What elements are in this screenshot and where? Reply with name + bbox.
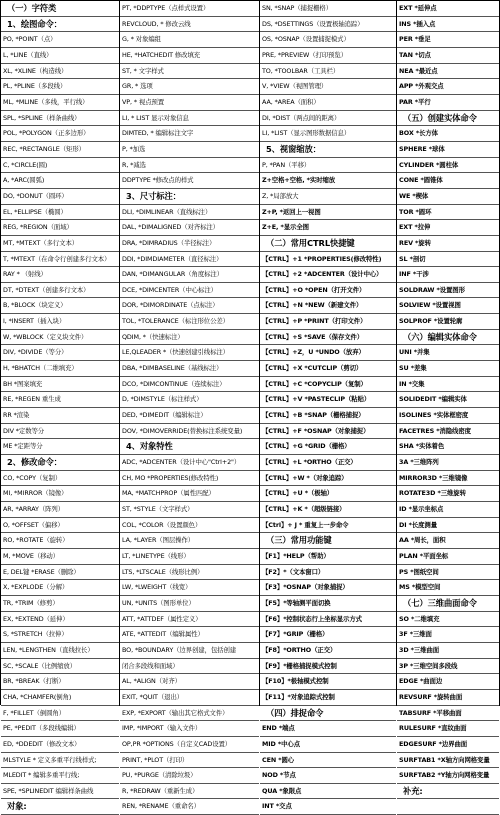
table-cell: R, *减选: [120, 158, 259, 174]
table-cell: DIV *定数等分: [1, 424, 119, 440]
table-cell: IN *交集: [397, 377, 499, 393]
table-cell: F, *FILLET（倒圆角）: [1, 706, 119, 722]
table-cell: LTS, *LTSCALE（线形比例）: [120, 565, 259, 581]
section-heading: 2、修改命令：: [1, 455, 119, 471]
table-cell: 【F8】*ORTHO（正交）: [260, 643, 396, 659]
table-cell: SC, *SCALE（比例缩放）: [1, 659, 119, 675]
section-heading: （二）常用CTRL快捷键: [260, 236, 396, 252]
table-cell: FACETRES *消隐线密度: [397, 424, 499, 440]
table-column-1: [1, 1, 120, 812]
table-cell: PLAN *平面坐标: [397, 549, 499, 565]
table-cell: 【CTRL】+P *PRINT（打印文件）: [260, 314, 396, 330]
table-cell: PRINT, *PLOT（打印）: [120, 753, 259, 769]
table-cell: INT *交点: [260, 799, 396, 815]
section-heading: （七）三维曲面命令: [397, 596, 499, 612]
table-cell: X, *EXPLODE（分解）: [1, 580, 119, 596]
table-cell: OS, *OSNAP（设置捕捉模式）: [260, 32, 396, 48]
table-cell: DIMTED, * 编辑标注文字: [120, 126, 259, 142]
table-cell: C, *CIRCLE(圆): [1, 158, 119, 174]
table-cell: 【F11】*对象追踪式控制: [260, 690, 396, 706]
table-cell: 【F5】*等轴测平面切换: [260, 596, 396, 612]
table-cell: TAN *切点: [397, 48, 499, 64]
table-column-3: [260, 1, 397, 811]
table-cell: M, *MOVE（移动）: [1, 549, 119, 565]
table-cell: EXT *延伸点: [397, 1, 499, 17]
table-cell: ST, * 文字样式: [120, 64, 259, 80]
table-cell: ED, *DDEDIT（修改文本）: [1, 737, 119, 753]
table-cell: 3A *三维阵列: [397, 455, 499, 471]
table-cell: DAL, *DIMALIGNED（对齐标注）: [120, 220, 259, 236]
table-cell: 【CTRL】+C *COPYCLIP（复制）: [260, 377, 396, 393]
table-cell: ME *定距等分: [1, 439, 119, 455]
table-cell: WE *楔体: [397, 189, 499, 205]
table-cell: 【F10】*极轴模式控制: [260, 674, 396, 690]
table-cell: NEA *最近点: [397, 64, 499, 80]
table-cell: 【CTRL】+2 *ADCENTER（设计中心）: [260, 267, 396, 283]
table-cell: CH, MO *PROPERTIES(修改特性): [120, 471, 259, 487]
table-cell: 【CTRL】+V *PASTECLIP（粘贴）: [260, 392, 396, 408]
section-heading: 5、视窗缩放：: [260, 142, 396, 158]
table-cell: SPL, *SPLINE（样条曲线）: [1, 111, 119, 127]
table-cell: 【CTRL】+F *OSNAP（对象捕捉）: [260, 424, 396, 440]
table-cell: I, *INSERT（插入块）: [1, 314, 119, 330]
table-cell: W, *WBLOCK（定义块文件）: [1, 330, 119, 346]
table-cell: P, *PAN（平移）: [260, 158, 396, 174]
table-cell: DLI, *DIMLINEAR（直线标注）: [120, 205, 259, 221]
section-heading: （六）编辑实体命令: [397, 330, 499, 346]
table-cell: REVCLOUD, * 修改云线: [120, 17, 259, 33]
table-cell: SL *剖切: [397, 252, 499, 268]
table-cell: O, *OFFSET（偏移）: [1, 518, 119, 534]
table-cell: Z+空格+空格, *实时缩放: [260, 173, 396, 189]
table-cell: Z+E, *显示全图: [260, 220, 396, 236]
table-cell: DS, *DSETTINGS（设置极轴追踪）: [260, 17, 396, 33]
table-cell: LT, *LINETYPE（线形）: [120, 549, 259, 565]
table-cell: REC, *RECTANGLE（矩形）: [1, 142, 119, 158]
table-cell: SHA *实体着色: [397, 439, 499, 455]
table-cell: DT, *DTEXT（创建多行文本）: [1, 283, 119, 299]
table-cell: REV *旋转: [397, 236, 499, 252]
table-cell: PU, *PURGE（清除垃圾）: [120, 768, 259, 784]
table-cell: 3P *三维空间多段线: [397, 659, 499, 675]
table-cell: INS *插入点: [397, 17, 499, 33]
table-cell: DBA, *DIMBASELINE（基线标注）: [120, 361, 259, 377]
table-cell: UNI *并集: [397, 345, 499, 361]
table-cell: DI *长度测量: [397, 518, 499, 534]
table-cell: EDGESURF *边界曲面: [397, 737, 499, 753]
table-cell: H, *BHATCH（二维填充）: [1, 361, 119, 377]
table-cell: 【CTRL】+X *CUTCLIP（剪切）: [260, 361, 396, 377]
table-cell: BO, *BOUNDARY（边界创建，包括创建: [120, 643, 259, 659]
table-cell: PE, *PEDIT（多段线编辑）: [1, 721, 119, 737]
table-cell: V, *VIEW（视图管理）: [260, 79, 396, 95]
table-cell: CO, *COPY（复制）: [1, 471, 119, 487]
table-cell: DOV, *DIMOVERRIDE(替换标注系统变量): [120, 424, 259, 440]
table-cell: DAN, *DIMANGULAR（角度标注）: [120, 267, 259, 283]
table-cell: MA, *MATCHPROP（属性匹配）: [120, 486, 259, 502]
table-cell: EXP, *EXPORT（输出其它格式文件）: [120, 706, 259, 722]
table-cell: ROTATE3D *三维旋转: [397, 486, 499, 502]
table-cell: MID *中心点: [260, 737, 396, 753]
table-cell: SPE, *SPLINEDIT 编辑样条曲线: [1, 784, 119, 800]
table-cell: DED, *DIMEDIT（编辑标注）: [120, 408, 259, 424]
table-cell: ST, *STYLE（文字样式）: [120, 502, 259, 518]
table-cell: BOX *长方体: [397, 126, 499, 142]
table-cell: E, DEL键 *ERASE（删除）: [1, 565, 119, 581]
table-cell: Z+P, *返回上一视图: [260, 205, 396, 221]
table-cell: ADC, *ADCENTER（设计中心"Ctrl+2"）: [120, 455, 259, 471]
table-cell: EL, *ELLIPSE（椭圆）: [1, 205, 119, 221]
table-cell: END *端点: [260, 721, 396, 737]
table-cell: 闭合多段线和面域）: [120, 659, 259, 675]
table-cell: B, *BLOCK（块定义）: [1, 298, 119, 314]
table-cell: SOLPROF *设置轮廓: [397, 314, 499, 330]
table-cell: TABSURF *平移曲面: [397, 706, 499, 722]
table-cell: EDGE *曲面边: [397, 674, 499, 690]
table-cell: 【F7】*GRIP（栅格）: [260, 627, 396, 643]
table-cell: TOL, *TOLERANCE（标注形位公差）: [120, 314, 259, 330]
table-cell: TR, *TRIM（修剪）: [1, 596, 119, 612]
table-cell: OP,PR *OPTIONS（自定义CAD设置）: [120, 737, 259, 753]
table-cell: Z, *局部放大: [260, 189, 396, 205]
table-cell: LI, * LIST 显示对象信息: [120, 111, 259, 127]
table-cell: DO, *DONUT（圆环）: [1, 189, 119, 205]
table-cell: SOLDRAW *设置图形: [397, 283, 499, 299]
table-cell: REN, *RENAME（重命名）: [120, 799, 259, 815]
table-cell: SO *二维填充: [397, 612, 499, 628]
table-cell: SURFTAB1 *X轴方向网格变量: [397, 753, 499, 769]
table-cell: RULESURF *直纹曲面: [397, 721, 499, 737]
table-cell: 【CTRL】+U *（极轴）: [260, 486, 396, 502]
section-heading: （三）常用功能键: [260, 533, 396, 549]
table-cell: MT, *MTEXT（多行文本）: [1, 236, 119, 252]
table-cell: CYLINDER *圆柱体: [397, 158, 499, 174]
table-cell: BH *图案填充: [1, 377, 119, 393]
table-cell: REG, *REGION（面域）: [1, 220, 119, 236]
table-cell: IMP, *IMPORT（输入文件）: [120, 721, 259, 737]
table-cell: 【CTRL】+B *SNAP（栅格捕捉）: [260, 408, 396, 424]
table-cell: COL, *COLOR（设置颜色）: [120, 518, 259, 534]
table-cell: 【CTRL】+K *（超级链接）: [260, 502, 396, 518]
table-cell: MI, *MIRROR（镜像）: [1, 486, 119, 502]
table-cell: RAY * （射线）: [1, 267, 119, 283]
table-cell: D, *DIMSTYLE（标注样式）: [120, 392, 259, 408]
table-cell: RE, *REGEN 重生成: [1, 392, 119, 408]
table-cell: CEN *圆心: [260, 753, 396, 769]
table-cell: PT, *DDPTYPE（点样式设置）: [120, 1, 259, 17]
table-cell: 【CTRL】+L *ORTHO（正交）: [260, 455, 396, 471]
table-cell: RO, *ROTATE（旋转）: [1, 533, 119, 549]
table-cell: 【F1】*HELP（帮助）: [260, 549, 396, 565]
table-cell: L, *LINE（直线）: [1, 48, 119, 64]
table-cell: 【CTRL】+1 *PROPERTIES(修改特性): [260, 252, 396, 268]
table-cell: ISOLINES *实体框密度: [397, 408, 499, 424]
table-cell: VP, * 视点预置: [120, 95, 259, 111]
table-cell: REVSURF *旋转曲面: [397, 690, 499, 706]
table-cell: 【F9】*栅格捕捉模式控制: [260, 659, 396, 675]
table-cell: AA *周长，面积: [397, 533, 499, 549]
table-cell: 【F6】*控制状态行上坐标显示方式: [260, 612, 396, 628]
table-cell: 【F3】*OSNAP（对象捕捉）: [260, 580, 396, 596]
table-cell: PO, *POINT（点）: [1, 32, 119, 48]
table-cell: INF *干涉: [397, 267, 499, 283]
table-cell: MLSTYLE * 定义多重平行线样式;: [1, 753, 119, 769]
table-cell: P, *加选: [120, 142, 259, 158]
table-cell: APP *外观交点: [397, 79, 499, 95]
table-cell: LE,QLEADER *（快速创建引线标注）: [120, 345, 259, 361]
table-cell: 【CTRL】+O *OPEN（打开文件）: [260, 283, 396, 299]
table-cell: AR, *ARRAY（阵列）: [1, 502, 119, 518]
table-cell: QDIM, *（快速标注）: [120, 330, 259, 346]
table-cell: SOLIDEDIT *编辑实体: [397, 392, 499, 408]
table-cell: 【F2】*（文本窗口）: [260, 565, 396, 581]
table-cell: A, *ARC(圆弧): [1, 173, 119, 189]
table-cell: XL, *XLINE（构造线）: [1, 64, 119, 80]
table-cell: 【CTRL】+S *SAVE（保存文件）: [260, 330, 396, 346]
table-cell: PS *图纸空间: [397, 565, 499, 581]
table-cell: TO, *TOOLBAR（工具栏）: [260, 64, 396, 80]
table-cell: QUA *象限点: [260, 784, 396, 800]
table-cell: CONE *圆锥体: [397, 173, 499, 189]
table-cell: PL, *PLINE（多段线）: [1, 79, 119, 95]
table-cell: DIV, *DIVIDE（等分）: [1, 345, 119, 361]
table-cell: EXIT, *QUIT（退出）: [120, 690, 259, 706]
table-cell: EXT *拉伸: [397, 220, 499, 236]
section-heading: 对象:: [1, 799, 119, 815]
table-cell: SURFTAB2 *Y轴方向网格变量: [397, 768, 499, 784]
table-cell: MS *模型空间: [397, 580, 499, 596]
table-cell: [397, 799, 499, 815]
table-cell: HE, *HATCHEDIT 修改填充: [120, 48, 259, 64]
section-heading: 4、对象特性: [120, 439, 259, 455]
table-cell: EX, *EXTEND（延伸）: [1, 612, 119, 628]
table-cell: 【CTRL】+N *NEW（新建文件）: [260, 298, 396, 314]
table-cell: 【CTRL】+G *GRID（栅格）: [260, 439, 396, 455]
table-cell: G, * 对象编组: [120, 32, 259, 48]
section-heading: （四）排捉命令: [260, 706, 396, 722]
table-cell: TOR *圆环: [397, 205, 499, 221]
table-cell: PAR *平行: [397, 95, 499, 111]
table-cell: LW, *LWEIGHT（线宽）: [120, 580, 259, 596]
table-column-2: [120, 1, 260, 811]
table-cell: DOR, *DIMORDINATE（点标注）: [120, 298, 259, 314]
table-cell: LA, *LAYER（图层操作）: [120, 533, 259, 549]
table-cell: SU *差集: [397, 361, 499, 377]
table-cell: PRE, *PREVIEW（打印预览）: [260, 48, 396, 64]
table-cell: NOD *节点: [260, 768, 396, 784]
table-cell: 【Ctrl】+ J * 重复上一步命令: [260, 518, 396, 534]
table-cell: R, *REDRAW（重新生成）: [120, 784, 259, 800]
table-cell: RR *渲染: [1, 408, 119, 424]
table-cell: 3D *三维曲面: [397, 643, 499, 659]
table-cell: ID *显示坐标点: [397, 502, 499, 518]
section-heading: （五）创建实体命令: [397, 111, 499, 127]
table-cell: LEN, *LENGTHEN（直线拉长）: [1, 643, 119, 659]
table-cell: SN, *SNAP（捕捉栅格）: [260, 1, 396, 17]
section-heading: 1、绘图命令：: [1, 17, 119, 33]
section-heading: 补充:: [397, 784, 499, 800]
table-cell: DCO, *DIMCONTINUE（连续标注）: [120, 377, 259, 393]
table-cell: ATT, *ATTDEF（属性定义）: [120, 612, 259, 628]
table-cell: PER *垂足: [397, 32, 499, 48]
table-cell: S, *STRETCH（拉伸）: [1, 627, 119, 643]
table-cell: BR, *BREAK（打断）: [1, 674, 119, 690]
table-cell: AL, *ALIGN（对齐）: [120, 674, 259, 690]
table-cell: MLEDIT * 编辑多重平行线;: [1, 768, 119, 784]
table-cell: MIRROR3D *三维镜像: [397, 471, 499, 487]
table-cell: 3F *三维面: [397, 627, 499, 643]
table-cell: DDPTYPE *修改点的样式: [120, 173, 259, 189]
table-cell: ATE, *ATTEDIT（编辑属性）: [120, 627, 259, 643]
table-cell: ML, *MLINE（多线，平行线）: [1, 95, 119, 111]
table-cell: T, *MTEXT（在命令行创建多行文本）: [1, 252, 119, 268]
table-column-4: [397, 1, 500, 796]
table-cell: GR, * 选项: [120, 79, 259, 95]
table-cell: UN, *UNITS（图形单位）: [120, 596, 259, 612]
table-cell: LI, *LIST（显示图形数据信息）: [260, 126, 396, 142]
table-cell: POL, *POLYGON（正多边形）: [1, 126, 119, 142]
table-cell: DI, *DIST（两点间的距离）: [260, 111, 396, 127]
table-cell: DDI, *DIMDIAMETER（直径标注）: [120, 252, 259, 268]
table-cell: CHA, *CHAMFER(倒角): [1, 690, 119, 706]
section-heading: （一）字符类: [1, 1, 119, 17]
table-cell: 【CTRL】+W *（对象追踪）: [260, 471, 396, 487]
table-cell: SPHERE *球体: [397, 142, 499, 158]
table-cell: AA, *AREA（面积）: [260, 95, 396, 111]
section-heading: 3、尺寸标注：: [120, 189, 259, 205]
table-cell: DCE, *DIMCENTER（中心标注）: [120, 283, 259, 299]
table-cell: SOLVIEW *设置视图: [397, 298, 499, 314]
table-cell: 【CTRL】+Z，U *UNDO（放弃）: [260, 345, 396, 361]
table-cell: DRA, *DIMRADIUS（半径标注）: [120, 236, 259, 252]
